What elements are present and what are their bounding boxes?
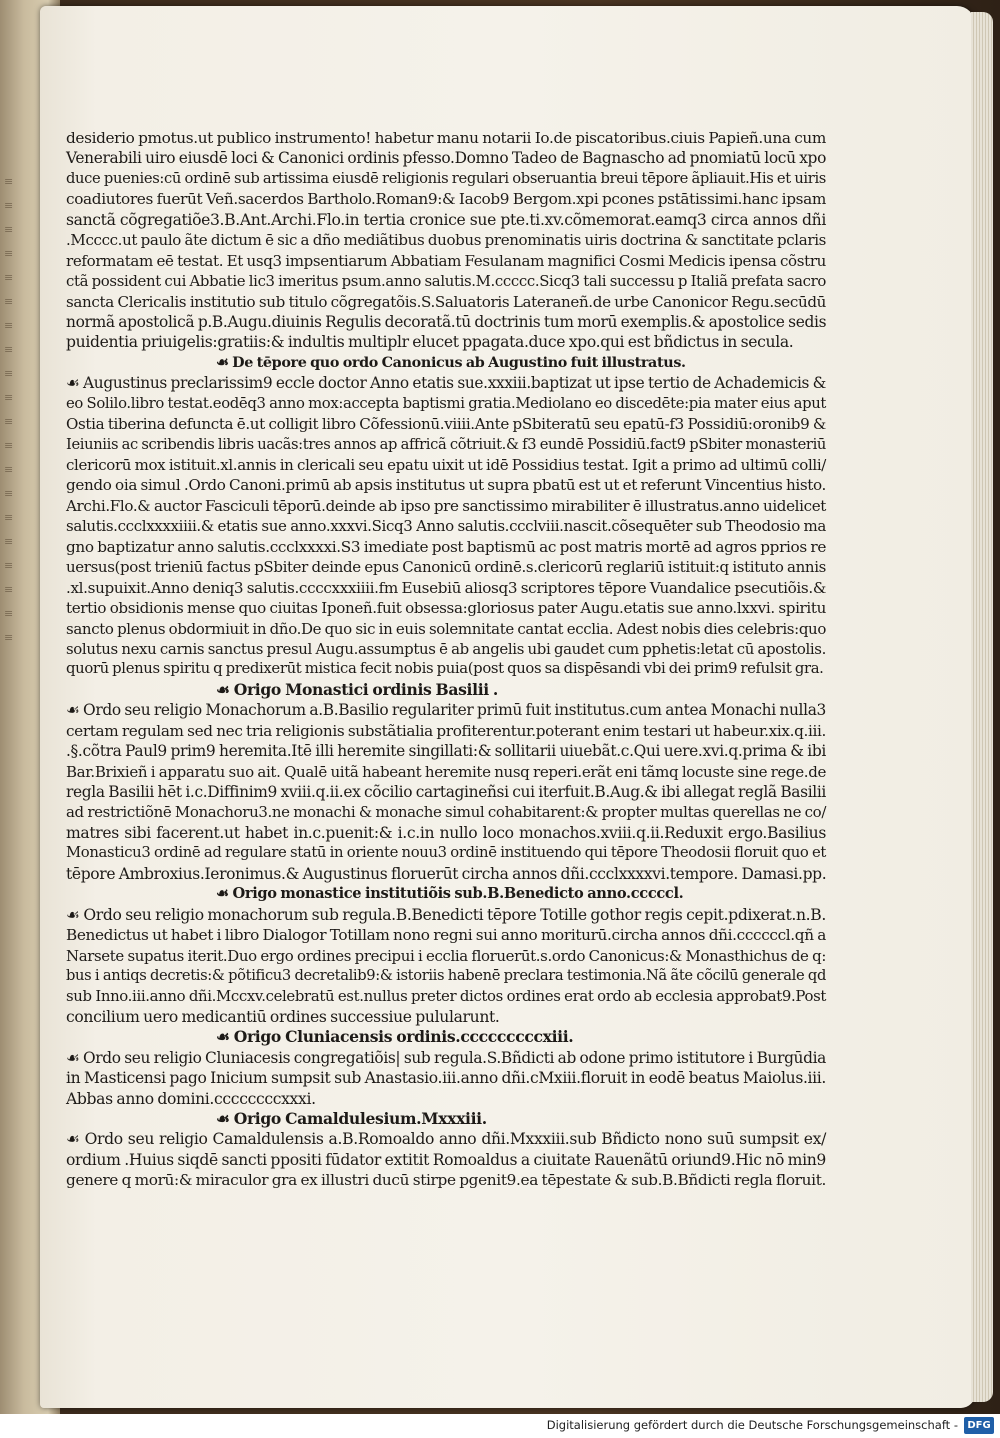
text-line: ad restrictiõnē Monachoru3.ne monachi & monache simul cohabitarent:& propter multas querellas ne co/ [66, 803, 826, 822]
text-line: sanctã cõgregatiõe3.B.Ant.Archi.Flo.in tertia cronice sue pte.ti.xv.cõmemorat.eamq3 circa annos dñi [66, 210, 826, 229]
text-line: normã apostolicã p.B.Augu.diuinis Regulis decoratã.tū doctrinis tum morū exemplis.& apostolice sedis [66, 312, 827, 331]
text-line: genere q morū:& miraculor gra ex illustri ducū stirpe pgenit9.ea tēpestate & sub.B.Bñdicti regla floruit. [66, 1171, 826, 1190]
funding-credit: Digitalisierung gefördert durch die Deutsche Forschungsgemeinschaft - [546, 1418, 958, 1432]
text-line: ☙ Ordo seu religio monachorum sub regula.B.Benedicti tēpore Totille gothor regis cepit.pdixerat.n.B. [66, 905, 826, 924]
text-line: Ostia tiberina defuncta ē.ut colligit libro Cõfessionū.viiii.Ante pSbiteratū seu epatū-f3 Possidiū:oronib9 & [66, 415, 826, 434]
text-line: regla Basilii hēt i.c.Diffinim9 xviii.q.ii.ex cõcilio cartagineñsi cui iterfuit.B.Aug.& ibi allegat reglã Basilii [66, 783, 826, 801]
text-line: ☙ Ordo seu religio Monachorum a.B.Basilio regulariter primū fuit institutus.cum antea Monachi nulla3 [66, 701, 826, 720]
text-line: .xl.supuixit.Anno deniq3 salutis.ccccxxxiiii.fm Eusebiū aliosq3 scriptores tēpore Vuandalice psecutiõis.& [66, 578, 826, 597]
text-line: Abbas anno domini.ccccccccxxxi. [66, 1089, 316, 1108]
text-line: Narsete supatus iterit.Duo ergo ordines precipui i ecclia floruerūt.s.ordo Canonicus:& Monasthichus de q: [66, 946, 826, 965]
footer-bar [0, 1414, 1000, 1438]
section-heading: ☙ Origo Cluniacensis ordinis.cccccccccxiii. [216, 1027, 574, 1047]
text-line: ctã possident cui Abbatie lic3 imeritus psum.anno salutis.M.ccccc.Sicq3 tali successu p Italiã prefata sacro [66, 272, 826, 291]
text-line: ☙ Ordo seu religio Cluniacesis congregatiõis| sub regula.S.Bñdicti ab odone primo istitutore i Burgūdia [66, 1048, 826, 1067]
section-heading: ☙ De tēpore quo ordo Canonicus ab Augustino fuit illustratus. [216, 354, 686, 371]
text-line: sancto plenus obdormiuit in dño.De quo sic in euis solemnitate cantat ecclia. Adest nobis dies celebris:quo [66, 619, 826, 638]
text-line: uersus(post trieniū factus pSbiter deinde epus Canonicū ordinē.s.clericorū reglariū istituit:q istituto annis [66, 558, 826, 577]
dfg-logo: DFG [964, 1417, 994, 1434]
text-line: bus i antiqs decretis:& põtificu3 decretalib9:& istoriis habenē preclara testimonia.Nã ãte cõcilū generale qd [66, 966, 826, 984]
text-line: in Masticensi pago Inicium sumpsit sub Anastasio.iii.anno dñi.cMxiii.floruit in eodē beatus Maiolus.iii. [66, 1069, 826, 1088]
text-line: Venerabili uiro eiusdē loci & Canonici ordinis pfesso.Domno Tadeo de Bagnascho ad pnomiatū locū xpo [66, 149, 826, 168]
section-heading: ☙ Origo Monastici ordinis Basilii . [216, 679, 499, 699]
page-stack-edge [971, 12, 993, 1402]
text-line: tertio obsidionis mense quo ciuitas Iponeñ.fuit obsessa:gloriosus pater Augu.etatis sue anno.lxxvi. spiritu [66, 599, 826, 618]
text-line: ☙ Ordo seu religio Camaldulensis a.B.Romoaldo anno dñi.Mxxxiii.sub Bñdicto nono suū sumpsit ex/ [66, 1130, 826, 1149]
text-line: Ieiuniis ac scribendis libris uacãs:tres annos ap affricã cõtriuit.& f3 eundē Possidiū.fact9 pSbiter monasteriū [66, 435, 826, 453]
text-line: quorū plenus spiritu q predixerūt mistica fecit nobis puia(post quos sa dispēsandi vbi dei prim9 refulsit gra. [66, 660, 824, 678]
text-line: duce puenies:cū ordinē sub artissima eiusdē religionis regulari obseruantia breui tēpore ãpliauit.His et uiris [66, 169, 826, 187]
text-line: desiderio pmotus.ut publico instrumento! habetur manu notarii Io.de piscatoribus.ciuis Papieñ.una cum [66, 129, 826, 147]
text-line: sancta Clericalis institutio sub titulo cõgregatõis.S.Saluatoris Lateraneñ.de urbe Canonicor Regu.secūdū [66, 292, 826, 311]
text-line: .§.cõtra Paul9 prim9 heremita.Itē illi heremite singillati:& sollitarii uiuebãt.c.Qui uere.xvi.q.prima & ibi [66, 742, 826, 761]
text-line: ☙ Augustinus preclarissim9 eccle doctor Anno etatis sue.xxxiii.baptizat ut ipse tertio de Achademicis & [66, 374, 826, 393]
section-heading: ☙ Origo monastice institutiõis sub.B.Benedicto anno.cccccl. [216, 885, 684, 903]
text-line: certam regulam sed nec tria religionis substãtialia profiterentur.poterant enim testari ut habeur.xix.q.iii. [66, 721, 826, 740]
text-line: matres sibi facerent.ut habet in.c.puenit:& i.c.in nullo loco monachos.xviii.q.ii.Reduxit ergo.Basilius [66, 823, 826, 842]
section-heading: ☙ Origo Camaldulesium.Mxxxiii. [216, 1109, 487, 1128]
text-line: clericorū mox istituit.xl.annis in clericali seu epatu uixit ut idē Possidius testat. Igit a primo ad ultimū colli/ [66, 456, 826, 474]
text-line: gno baptizatur anno salutis.ccclxxxxi.S3 imediate post baptismū ac post matris mortē ad agros pprios re [66, 537, 826, 556]
text-line: reformatam eē testat. Et usq3 impsentiarum Abbatiam Fesulanam magnifici Cosmi Medicis ipensa cõstru [66, 251, 826, 270]
text-line: concilium uero medicantiū ordines successiue pulularunt. [66, 1007, 500, 1026]
text-line: gendo oia simul .Ordo Canoni.primū ab apsis institutus ut supra pbatū est ut et referunt Vincentius histo. [66, 476, 826, 495]
text-line: eo Solilo.libro testat.eodēq3 anno mox:accepta baptismi gratia.Mediolano eo discedēte:pia mater eius aput [66, 394, 826, 412]
text-line: sub Inno.iii.anno dñi.Mccxv.celebratū est.nullus preter dictos ordines erat ordo ab ecclesia approbat9.Post [66, 987, 826, 1006]
text-line: Benedictus ut habet i libro Dialogor Totillam nono regni sui anno moriturū.circha annos dñi.ccccccl.qñ a [66, 926, 826, 945]
page-text-block [66, 128, 826, 1191]
text-line: solutus nexu carnis sanctus presul Augu.assumptus ē ab angelis ubi gaudet cum pphetis:letat cū apostolis. [66, 639, 826, 658]
text-line: ordium .Huius siqdē sancti ppositi fūdator extitit Romoaldus a ciuitate Rauenãtū oriund9.Hic nō min9 [66, 1150, 826, 1169]
bleed-through-marks: ≡ ≡ ≡ ≡ ≡ ≡ ≡ ≡ ≡ ≡ ≡ ≡ ≡ ≡ ≡ ≡ ≡ ≡ ≡ ≡ [4, 175, 14, 644]
text-line: .Mcccc.ut paulo ãte dictum ē sic a dño mediãtibus duobus prenominatis uiris doctrina & sanctitate pclaris [66, 231, 826, 250]
text-line: Bar.Brixieñ i apparatu suo ait. Qualē uitã habeant heremite nusq reperi.erãt eni tãmq locuste sine rege.de [66, 762, 826, 781]
text-line: coadiutores fuerūt Veñ.sacerdos Bartholo.Roman9:& Iacob9 Bergom.xpi pcones pstātissimi.hanc ipsam [66, 190, 826, 209]
text-line: tēpore Ambroxius.Ieronimus.& Augustinus floruerūt circha annos dñi.ccclxxxxvi.tempore. Damasi.pp. [66, 864, 827, 883]
text-line: salutis.ccclxxxxiiii.& etatis sue anno.xxxvi.Sicq3 Anno salutis.ccclviii.nascit.cõsequēter sub Theodosio ma [66, 517, 826, 536]
text-line: puidentia priuigelis:gratiis:& indultis multiplr elucet ppagata.duce xpo.qui est bñdictus in secula. [66, 333, 794, 352]
text-line: Monasticu3 ordinē ad regulare statū in oriente nouu3 ordinē instituendo qui tēpore Theodosii floruit quo et [66, 844, 826, 862]
text-line: Archi.Flo.& auctor Fasciculi tēporū.deinde ab ipso pre sanctissimo mirabiliter ē illustratus.anno uidelicet [66, 496, 826, 515]
